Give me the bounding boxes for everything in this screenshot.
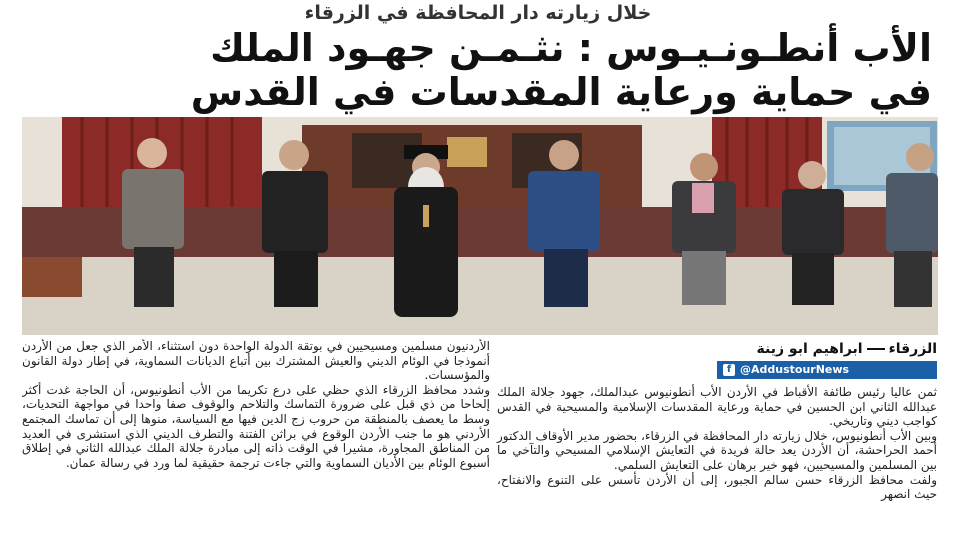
right-paragraph-3: ولفت محافظ الزرقاء حسن سالم الجبور، إلى أن الأردن تأسس على التنوع والانفتاح، حيث انصهر (497, 472, 937, 502)
byline-dash (867, 348, 885, 350)
byline-location: الزرقاء (888, 341, 937, 357)
headline-line-2: في حماية ورعاية المقدسات في القدس (190, 70, 932, 114)
kicker: خلال زيارته دار المحافظة في الزرقاء (304, 2, 652, 24)
facebook-icon: f (723, 364, 735, 376)
group-photo (22, 117, 938, 335)
right-paragraph-1: ثمن عاليا رئيس طائفة الأقباط في الأردن الأب أنطونيوس عبدالملك، جهود جلالة الملك عبدالله الثاني ابن الحسين في حماية ورعاية المقدسات الإسلامية والمسيحية في القدس كواجب ديني وتاريخي. (497, 385, 937, 429)
right-paragraph-2: وبين الأب أنطونيوس، خلال زيارته دار المحافظة في الزرقاء، بحضور مدير الأوقاف الدكتور أحمد الحراحشة، أن الأردن يعد حالة فريدة في التعايش الإسلامي المسيحي والتآخي ما بين المسلمين والمسيحيين، فهو خير برهان على التعايش السلمي. (497, 428, 937, 472)
left-paragraph-1: الأردنيون مسلمين ومسيحيين في بوتقة الدولة الواحدة دون استثناء، الأمر الذي جعل من الأردن أنموذجا في الوئام الديني والعيش المشترك بين أتباع الديانات السماوية، في إطار دولة القانون والمؤسسات. (22, 339, 490, 383)
article-photo (22, 117, 938, 335)
site-handle: @AddustourNews (740, 363, 850, 376)
site-handle-bar[interactable] (717, 361, 937, 379)
right-text (497, 379, 937, 502)
article-column-left (22, 339, 490, 535)
left-paragraph-2: وشدد محافظ الزرقاء الذي حظي على درع تكريما من الأب أنطونيوس، أن الحاجة غدت أكثر إلحاحا من ذي قبل على ضرورة التماسك والتلاحم والوقوف صفا واحدا في مواجهة التحديات، وسط ما يعصف بالمنطقة من حروب زج الدين فيها مع السياسة، منوها إلى أن تماسك المجتمع الأردني هو ما جنب الأردن الوقوع في براثن الفتنة والتطرف الديني الذي استشرى في العديد من المناطق المجاورة، مشيرا في الوقت ذاته إلى مبادرة جلالة الملك عبدالله الثاني في إطلاق أسبوع الوئام بين الأديان السماوية والتي جاءت ترجمة حقيقية لما ورد في رسالة عمان. (22, 382, 490, 470)
article-column-right (497, 339, 937, 535)
byline (497, 341, 937, 359)
headline-line-1: الأب أنطـونـيـوس : نثـمـن جهـود الملك (210, 26, 932, 70)
byline-author: ابراهيم ابو زينة (756, 341, 863, 357)
